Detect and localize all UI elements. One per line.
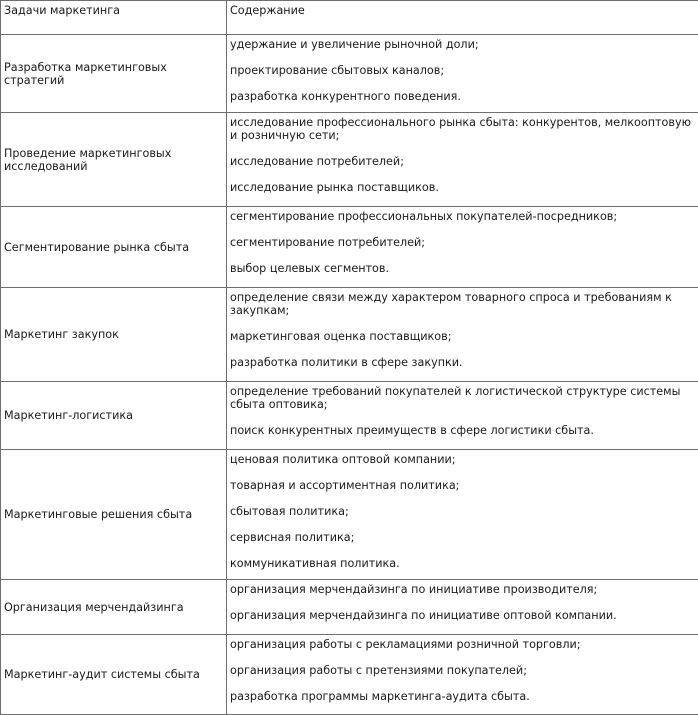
header-tasks: Задачи маркетинга [1, 1, 227, 35]
content-item: сегментирование потребителей; [230, 236, 695, 249]
content-item: исследование рынка поставщиков. [230, 181, 695, 194]
content-item: разработка конкурентного поведения. [230, 90, 695, 103]
table-row [1, 382, 698, 450]
task-cell: Маркетинг-логистика [1, 382, 227, 450]
task-cell: Разработка маркетинговых стратегий [1, 35, 227, 113]
content-item: разработка политики в сфере закупки. [230, 356, 695, 369]
task-cell: Маркетинг закупок [1, 288, 227, 382]
task-cell: Маркетинговые решения сбыта [1, 450, 227, 580]
content-item: определение требований покупателей к логистической структуре системы сбыта оптовика; [230, 385, 695, 411]
content-item: определение связи между характером товарного спроса и требованиям к закупкам; [230, 291, 695, 317]
task-cell: Проведение маркетинговых исследований [1, 113, 227, 207]
content-cell [227, 113, 698, 207]
content-item: удержание и увеличение рыночной доли; [230, 38, 695, 51]
content-item: исследование потребителей; [230, 155, 695, 168]
table-row [1, 450, 698, 580]
content-item: организация мерчендайзинга по инициативе оптовой компании. [230, 609, 695, 622]
table-row [1, 288, 698, 382]
table-body [1, 35, 698, 715]
content-item: разработка программы маркетинга-аудита сбыта. [230, 690, 695, 703]
content-item: исследование профессионального рынка сбыта: конкурентов, мелкооптовую и розничную сети; [230, 116, 695, 142]
table-header-row [1, 1, 698, 35]
table-row [1, 207, 698, 288]
content-item: проектирование сбытовых каналов; [230, 64, 695, 77]
table-row [1, 635, 698, 715]
content-item: коммуникативная политика. [230, 557, 695, 570]
task-cell: Маркетинг-аудит системы сбыта [1, 635, 227, 715]
content-item: организация работы с претензиями покупателей; [230, 664, 695, 677]
content-cell [227, 207, 698, 288]
content-cell [227, 382, 698, 450]
content-item: ценовая политика оптовой компании; [230, 453, 695, 466]
table-row [1, 113, 698, 207]
table-row [1, 35, 698, 113]
content-cell [227, 35, 698, 113]
content-cell [227, 635, 698, 715]
content-cell [227, 450, 698, 580]
task-cell: Сегментирование рынка сбыта [1, 207, 227, 288]
content-item: сегментирование профессиональных покупателей-посредников; [230, 210, 695, 223]
task-cell: Организация мерчендайзинга [1, 580, 227, 635]
content-item: товарная и ассортиментная политика; [230, 479, 695, 492]
content-cell [227, 580, 698, 635]
content-item: поиск конкурентных преимуществ в сфере логистики сбыта. [230, 424, 695, 437]
table-row [1, 580, 698, 635]
content-item: маркетинговая оценка поставщиков; [230, 330, 695, 343]
content-cell [227, 288, 698, 382]
content-item: выбор целевых сегментов. [230, 262, 695, 275]
content-item: сервисная политика; [230, 531, 695, 544]
content-item: организация мерчендайзинга по инициативе производителя; [230, 583, 695, 596]
content-item: организация работы с рекламациями розничной торговли; [230, 638, 695, 651]
content-item: сбытовая политика; [230, 505, 695, 518]
header-content: Содержание [227, 1, 698, 35]
